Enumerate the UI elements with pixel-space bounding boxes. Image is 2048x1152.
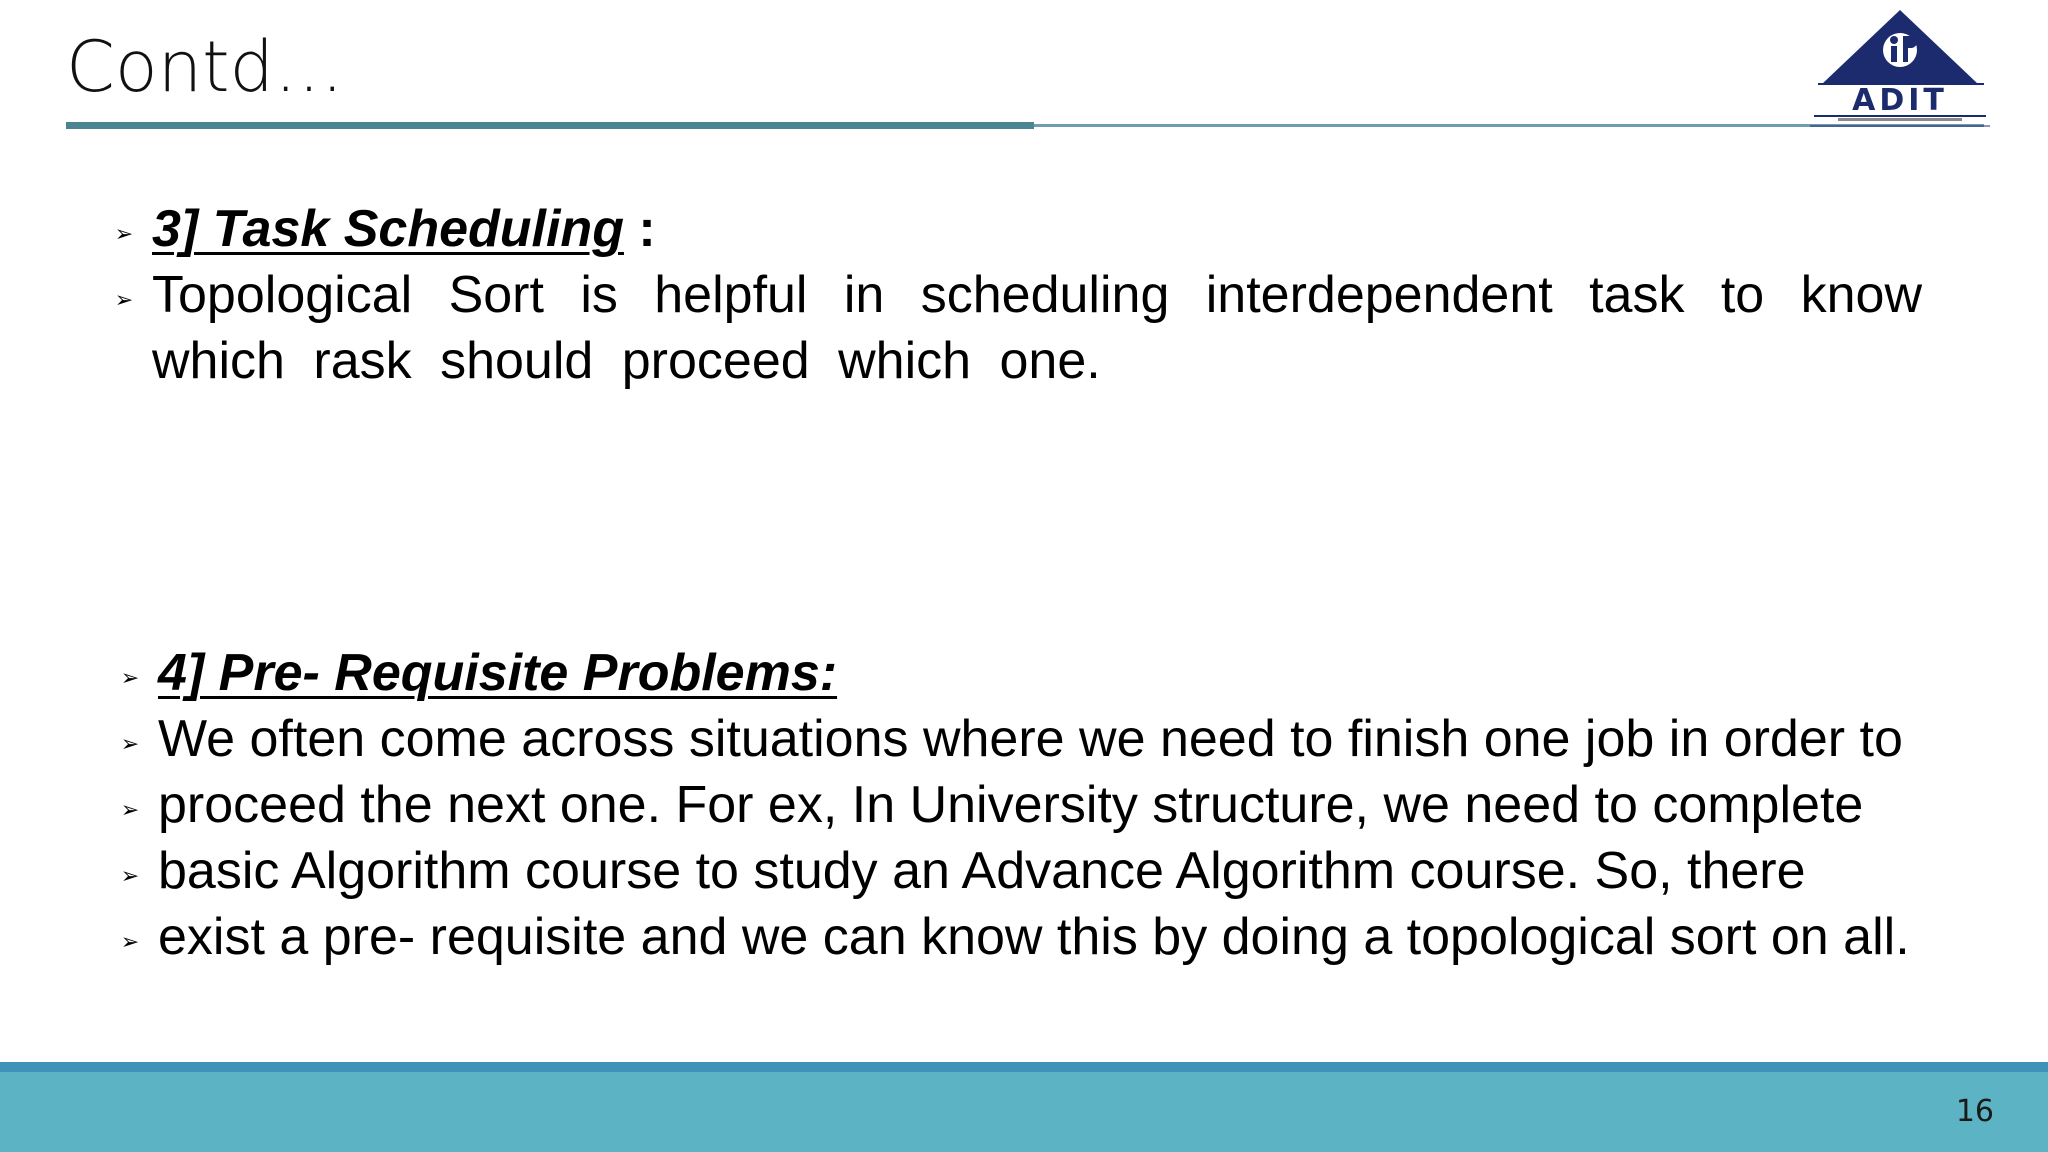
title-underline-thick: [66, 122, 1034, 129]
list-item: [112, 196, 1812, 262]
page-number: 16: [1955, 1094, 1994, 1129]
arrow-bullet-icon: ➢: [120, 731, 140, 756]
svg-text:ADIT: ADIT: [1852, 83, 1948, 118]
arrow-bullet-icon: ➢: [114, 287, 134, 312]
arrow-bullet-icon: ➢: [120, 665, 140, 690]
section-heading: 3] Task Scheduling: [152, 200, 624, 258]
paragraph: Topological Sort is helpful in scheduling interdependent task to know which rask should proceed which one.: [152, 266, 1922, 390]
paragraph-line: exist a pre- requisite and we can know this by doing a topological sort on all.: [158, 908, 1910, 966]
adit-logo-icon: [1808, 6, 1992, 130]
list-item: [118, 772, 2038, 838]
paragraph-line: proceed the next one. For ex, In University structure, we need to complete: [158, 776, 1864, 834]
footer-bar: [0, 1072, 2048, 1152]
section-prerequisite-problems: [118, 640, 2038, 970]
list-item: [118, 904, 2038, 970]
page-title: Contd…: [66, 26, 344, 108]
section-heading: 4] Pre- Requisite Problems:: [158, 644, 838, 702]
list-item: [118, 838, 2038, 904]
list-item: [118, 706, 2038, 772]
footer-accent-bar: [0, 1062, 2048, 1072]
section-task-scheduling: [112, 196, 1922, 394]
list-item: [112, 262, 1922, 394]
arrow-bullet-icon: ➢: [120, 863, 140, 888]
paragraph-line: basic Algorithm course to study an Advance Algorithm course. So, there: [158, 842, 1806, 900]
arrow-bullet-icon: ➢: [114, 221, 134, 246]
arrow-bullet-icon: ➢: [120, 797, 140, 822]
heading-suffix: :: [623, 200, 656, 258]
list-item: [118, 640, 2038, 706]
paragraph-line: We often come across situations where we need to finish one job in order to: [158, 710, 1903, 768]
arrow-bullet-icon: ➢: [120, 929, 140, 954]
